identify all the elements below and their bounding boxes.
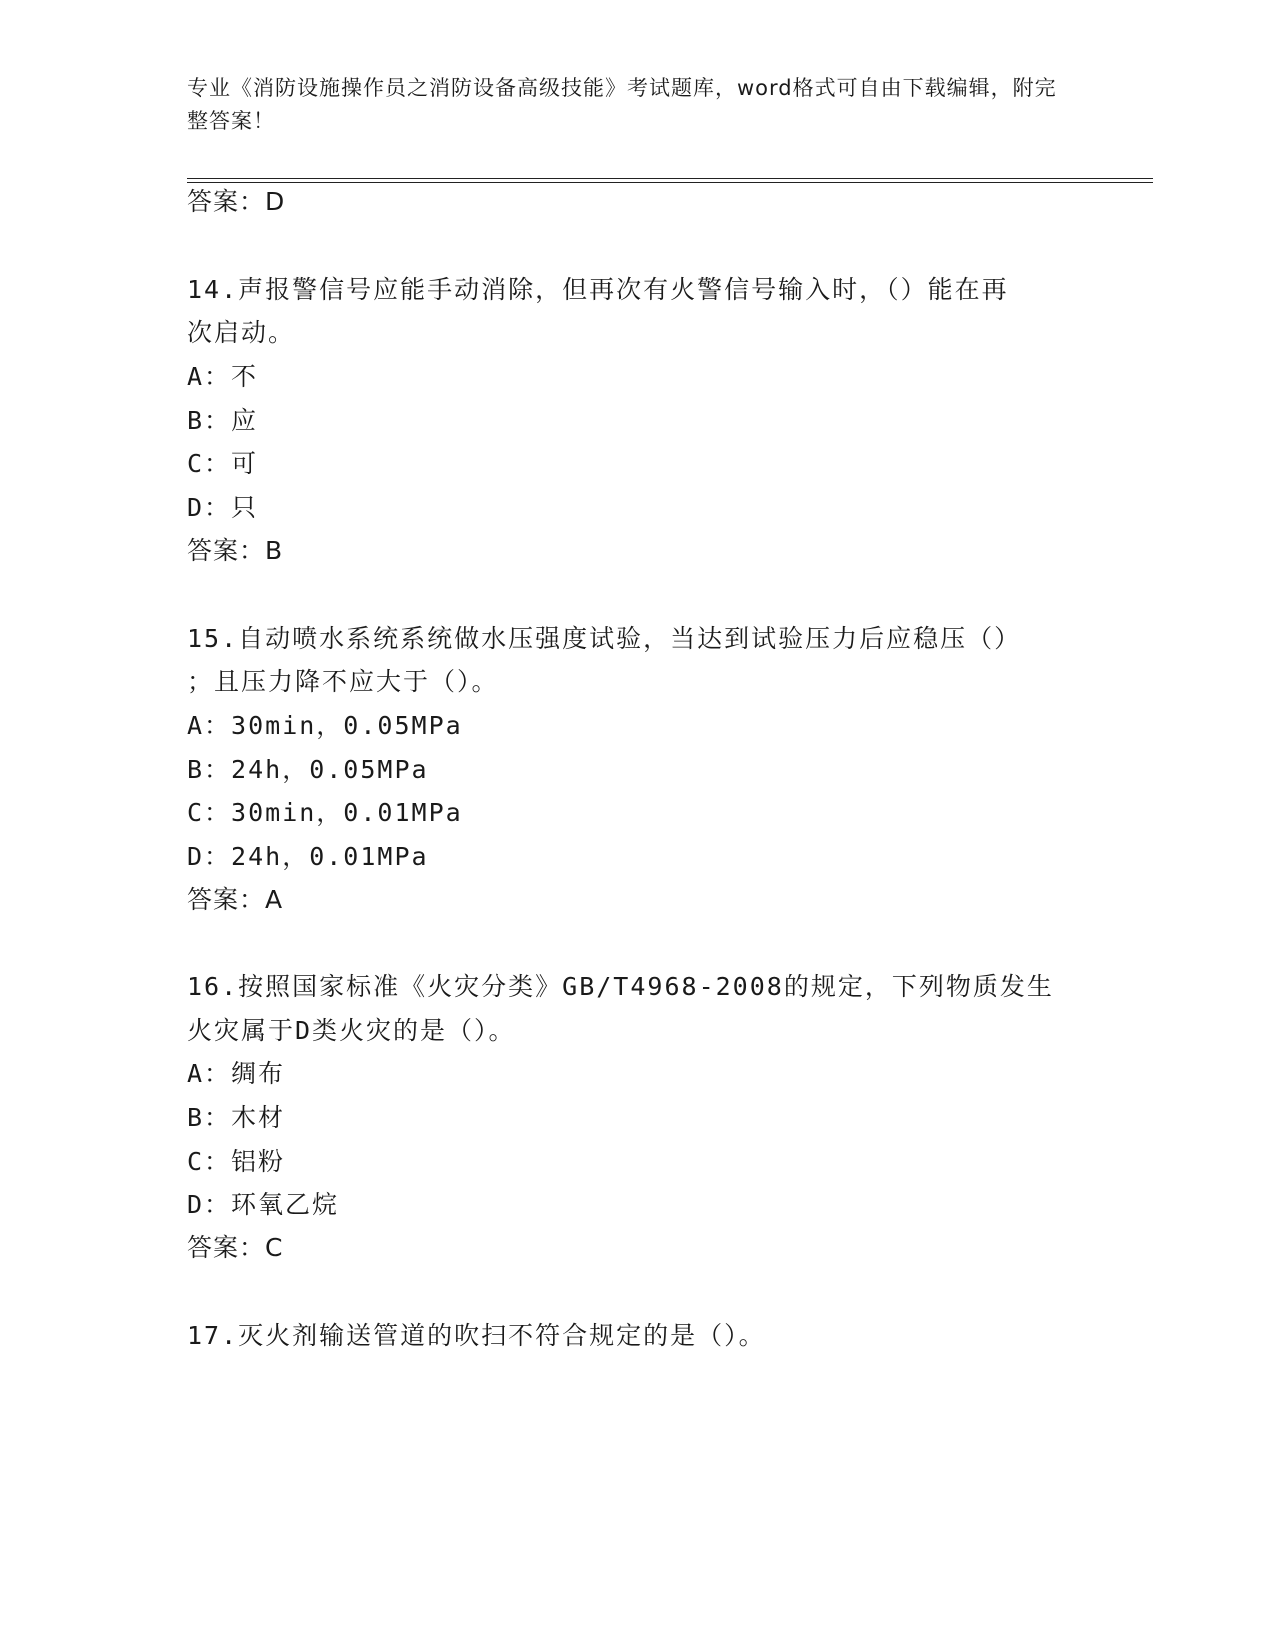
question-16-option-d: D：环氧乙烷 (187, 1190, 340, 1219)
question-15-stem-line-1: 15.自动喷水系统系统做水压强度试验，当达到试验压力后应稳压（） (187, 624, 1022, 653)
question-15-option-a: A：30min，0.05MPa (187, 711, 463, 740)
question-14-stem-line-2: 次启动。 (187, 318, 296, 347)
header-divider-thin (187, 178, 1153, 179)
question-16-option-a: A：绸布 (187, 1059, 286, 1088)
question-14-option-a: A：不 (187, 362, 259, 391)
question-16-option-b: B：木材 (187, 1103, 286, 1132)
question-16-stem-line-2: 火灾属于D类火灾的是（）。 (187, 1016, 516, 1045)
question-16-answer: 答案：C (187, 1233, 284, 1262)
question-14-stem-line-1: 14.声报警信号应能手动消除，但再次有火警信号输入时，（）能在再 (187, 275, 1009, 304)
previous-answer: 答案：D (187, 187, 286, 216)
question-14-option-c: C：可 (187, 449, 259, 478)
question-15-stem-line-2: ；且压力降不应大于（）。 (187, 667, 499, 696)
question-15-option-d: D：24h，0.01MPa (187, 842, 429, 871)
question-14-option-b: B：应 (187, 406, 259, 435)
question-17-stem-line-1: 17.灭火剂输送管道的吹扫不符合规定的是（）。 (187, 1321, 766, 1350)
question-14-answer: 答案：B (187, 536, 284, 565)
question-15-option-b: B：24h，0.05MPa (187, 755, 429, 784)
question-16-stem-line-1: 16.按照国家标准《火灾分类》GB/T4968-2008的规定，下列物质发生 (187, 972, 1054, 1001)
question-15-option-c: C：30min，0.01MPa (187, 798, 463, 827)
question-16-option-c: C：铝粉 (187, 1147, 286, 1176)
header-divider-thick (187, 182, 1153, 183)
question-14-option-d: D：只 (187, 493, 259, 522)
question-15-answer: 答案：A (187, 885, 284, 914)
document-header: 专业《消防设施操作员之消防设备高级技能》考试题库，word格式可自由下载编辑，附完整答案！ (187, 76, 1057, 133)
